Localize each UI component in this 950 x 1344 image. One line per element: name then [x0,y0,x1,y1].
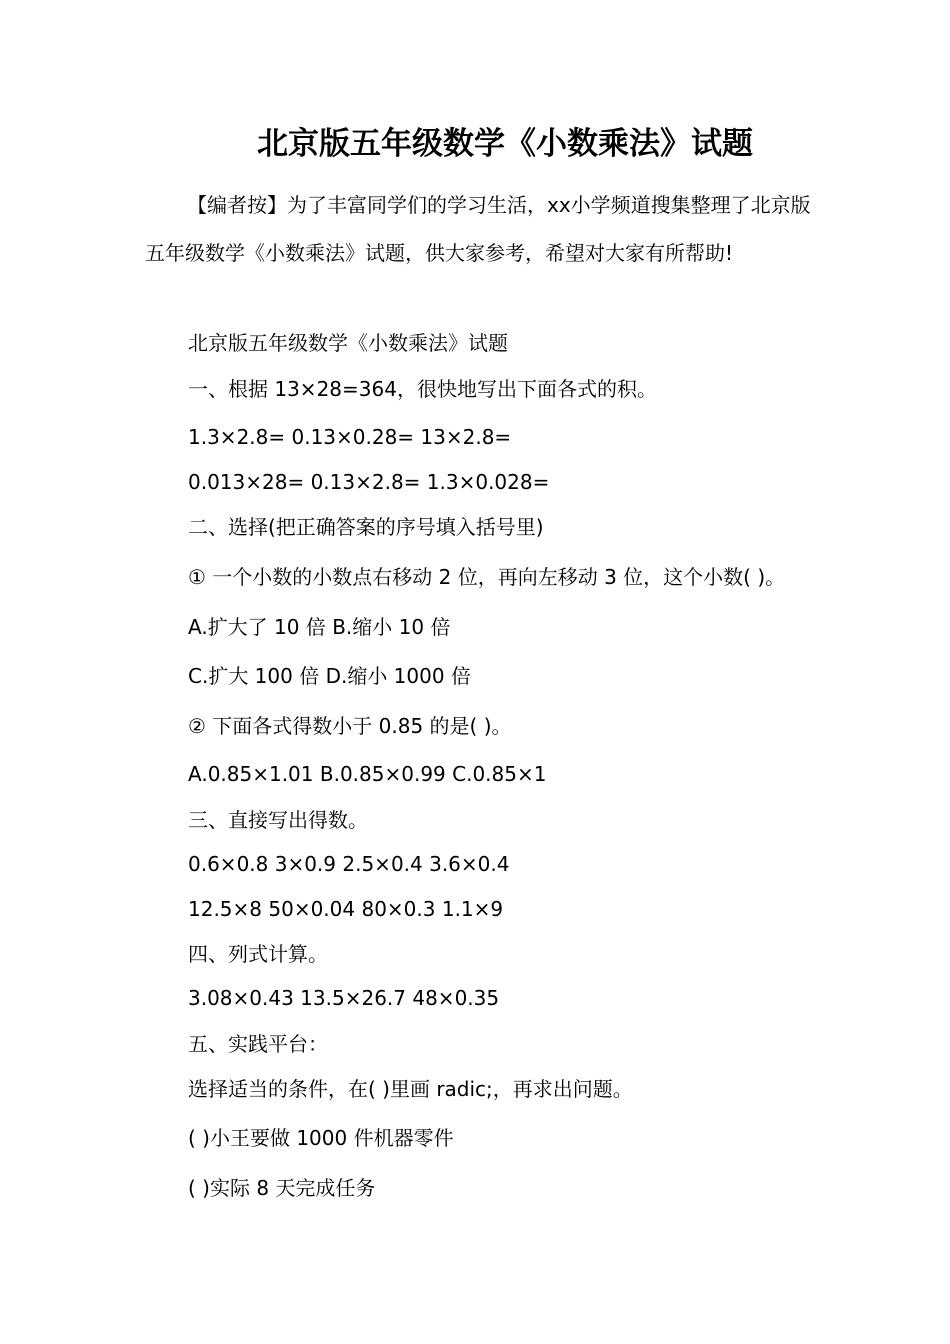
question-1-row-1: 1.3×2.8= 0.13×0.28= 13×2.8= [188,425,512,449]
question-3-row-2: 12.5×8 50×0.04 80×0.3 1.1×9 [188,897,504,921]
question-5-condition-1: ( )小王要做 1000 件机器零件 [188,1126,454,1150]
question-2-heading: 二、选择(把正确答案的序号填入括号里) [188,515,544,539]
question-1-row-2: 0.013×28= 0.13×2.8= 1.3×0.028= [188,470,550,494]
document-title: 北京版五年级数学《小数乘法》试题 [257,126,753,162]
intro-paragraph: 【编者按】为了丰富同学们的学习生活，xx小学频道搜集整理了北京版五年级数学《小数乘法》试题，供大家参考，希望对大家有所帮助! [145,193,811,265]
question-3-row-1: 0.6×0.8 3×0.9 2.5×0.4 3.6×0.4 [188,852,510,876]
question-2-item-1-options-cd: C.扩大 100 倍 D.缩小 1000 倍 [188,664,471,688]
question-2-item-2: ② 下面各式得数小于 0.85 的是( )。 [188,714,512,738]
question-5-instruction: 选择适当的条件，在( )里画 radic;，再求出问题。 [188,1077,633,1101]
question-5-heading: 五、实践平台： [188,1032,328,1056]
question-1-heading: 一、根据 13×28=364，很快地写出下面各式的积。 [188,377,657,401]
question-3-heading: 三、直接写出得数。 [188,808,368,832]
question-2-item-1: ① 一个小数的小数点右移动 2 位，再向左移动 3 位，这个小数( )。 [188,565,786,589]
question-4-row: 3.08×0.43 13.5×26.7 48×0.35 [188,986,500,1010]
question-5-condition-2: ( )实际 8 天完成任务 [188,1176,376,1200]
question-4-heading: 四、列式计算。 [188,942,328,966]
question-2-item-1-options-ab: A.扩大了 10 倍 B.缩小 10 倍 [188,615,451,639]
question-2-item-2-options: A.0.85×1.01 B.0.85×0.99 C.0.85×1 [188,762,547,786]
section-heading: 北京版五年级数学《小数乘法》试题 [188,331,508,355]
